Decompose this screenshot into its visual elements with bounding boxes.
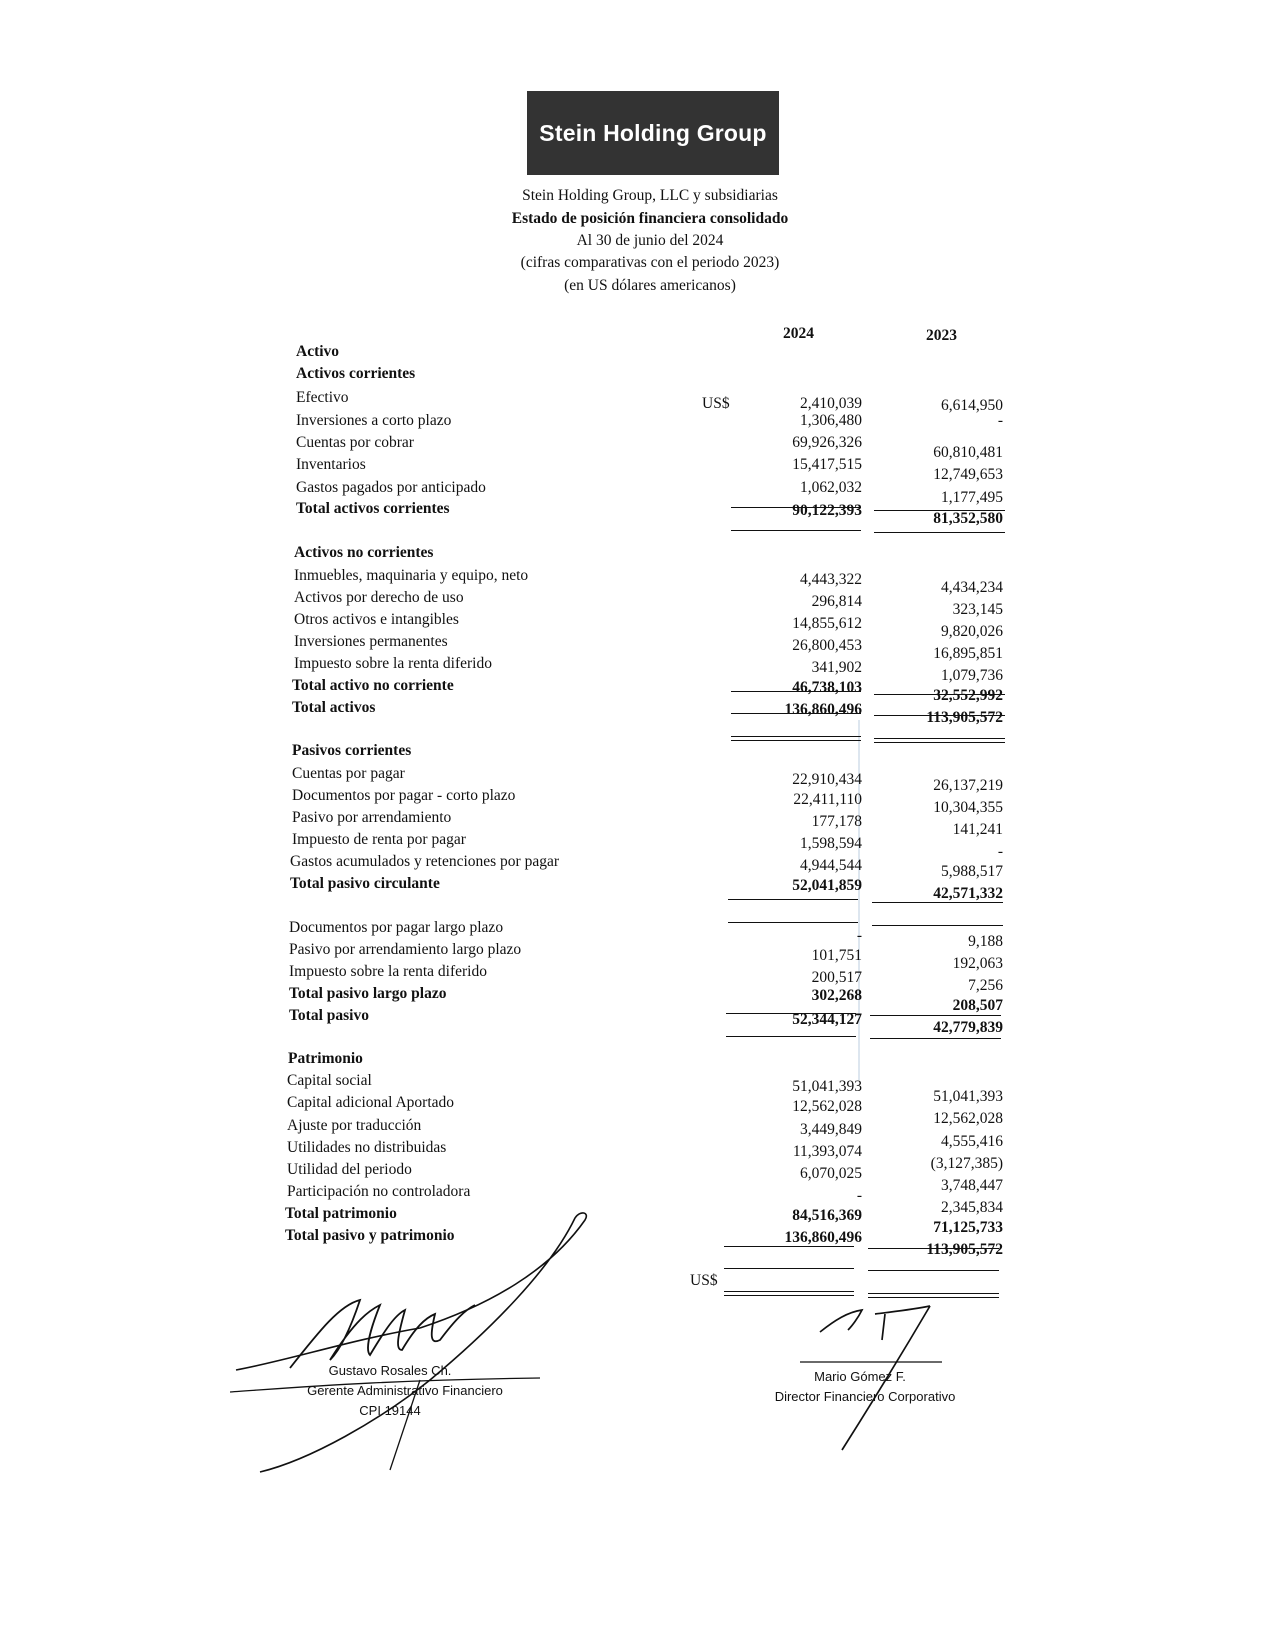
- value-2024: 177,178: [811, 813, 862, 830]
- table-row: [0, 611, 1275, 640]
- value-2023: -: [997, 843, 1003, 860]
- value-2024: 136,860,496: [784, 1229, 862, 1246]
- value-2023: 7,256: [968, 977, 1003, 994]
- table-row: [0, 831, 1275, 860]
- row-label: Activos por derecho de uso: [294, 589, 464, 606]
- table-row: [0, 787, 1275, 816]
- value-2023: 81,352,580: [933, 510, 1003, 527]
- row-label: Utilidades no distribuidas: [287, 1139, 447, 1156]
- row-label: Cuentas por pagar: [292, 765, 405, 782]
- signature-left-id: CPI 19144: [359, 1403, 421, 1418]
- currency-symbol: US$: [702, 395, 730, 412]
- table-row: [0, 544, 1275, 566]
- row-label: Activo: [296, 343, 340, 360]
- total-rule: [731, 530, 861, 531]
- value-2024: 302,268: [811, 987, 862, 1004]
- subtotal-rule: [874, 510, 1005, 511]
- value-2023: 1,177,495: [941, 489, 1003, 506]
- subtotal-rule: [731, 691, 861, 692]
- column-header-2023: 2023: [926, 327, 957, 344]
- table-row: [0, 699, 1275, 726]
- total-rule: [728, 922, 858, 923]
- table-row: [0, 809, 1275, 838]
- value-2023: 10,304,355: [933, 799, 1003, 816]
- value-2024: 15,417,515: [792, 456, 862, 473]
- statement-note: (cifras comparativas con el periodo 2023): [520, 254, 780, 271]
- row-label: Capital social: [287, 1072, 372, 1089]
- value-2023: 6,614,950: [941, 397, 1003, 414]
- table-row: [0, 985, 1275, 1014]
- currency-symbol: US$: [690, 1272, 718, 1289]
- table-row: [0, 412, 1275, 434]
- value-2024: 51,041,393: [792, 1078, 862, 1095]
- row-label: Gastos acumulados y retenciones por pagar: [290, 853, 560, 870]
- value-2024: 14,855,612: [792, 615, 862, 632]
- value-2024: 341,902: [811, 659, 862, 676]
- table-row: [0, 389, 1275, 414]
- value-2024: 2,410,039: [800, 395, 862, 412]
- value-2023: 113,905,572: [926, 1241, 1003, 1258]
- value-2024: 1,598,594: [800, 835, 862, 852]
- table-row: [0, 875, 1275, 902]
- subtotal-rule: [870, 1038, 1001, 1039]
- subtotal-rule: [870, 1015, 1001, 1016]
- row-label: Activos no corrientes: [294, 544, 434, 561]
- double-total-rule: [874, 738, 1005, 743]
- value-2024: 101,751: [811, 947, 862, 964]
- value-2023: 113,905,572: [926, 709, 1003, 726]
- value-2024: 52,344,127: [792, 1011, 862, 1028]
- table-row: [0, 434, 1275, 461]
- row-label: Total activos corrientes: [296, 500, 450, 517]
- value-2024: 4,944,544: [800, 857, 862, 874]
- row-label: Participación no controladora: [287, 1183, 471, 1200]
- value-2023: 141,241: [952, 821, 1003, 838]
- value-2023: 9,820,026: [941, 623, 1003, 640]
- table-row: [0, 1007, 1275, 1036]
- row-label: Capital adicional Aportado: [287, 1094, 455, 1111]
- row-label: Total pasivo largo plazo: [289, 985, 447, 1002]
- value-2023: 16,895,851: [933, 645, 1003, 662]
- table-row: [0, 677, 1275, 704]
- double-total-rule: [731, 736, 861, 741]
- subtotal-rule: [726, 1036, 856, 1037]
- statement-title: Estado de posición financiera consolidado: [511, 210, 789, 227]
- signature-left-name: Gustavo Rosales Ch.: [328, 1363, 452, 1378]
- value-2023: 42,571,332: [933, 885, 1003, 902]
- subtotal-rule: [868, 1248, 999, 1249]
- row-label: Documentos por pagar largo plazo: [289, 919, 504, 936]
- double-total-rule: [868, 1293, 999, 1298]
- value-2023: 51,041,393: [933, 1088, 1003, 1105]
- value-2024: 26,800,453: [792, 637, 862, 654]
- table-row: [0, 365, 1275, 387]
- table-row: [0, 742, 1275, 764]
- row-label: Ajuste por traducción: [287, 1117, 422, 1134]
- row-label: Impuesto de renta por pagar: [292, 831, 466, 848]
- value-2023: 208,507: [952, 997, 1003, 1014]
- signature-right-name: Mario Gómez F.: [814, 1369, 906, 1384]
- value-2023: 3,748,447: [941, 1177, 1003, 1194]
- row-label: Efectivo: [296, 389, 349, 406]
- value-2023: 323,145: [952, 601, 1003, 618]
- value-2023: 12,749,653: [933, 466, 1003, 483]
- row-label: Otros activos e intangibles: [294, 611, 459, 628]
- table-row: [0, 765, 1275, 794]
- row-label: Impuesto sobre la renta diferido: [289, 963, 487, 980]
- value-2023: 4,434,234: [941, 579, 1003, 596]
- table-row: [0, 655, 1275, 684]
- row-label: Pasivos corrientes: [292, 742, 412, 759]
- value-2023: -: [997, 412, 1003, 429]
- subtotal-rule: [726, 1013, 856, 1014]
- value-2024: 296,814: [811, 593, 862, 610]
- row-label: Pasivo por arrendamiento largo plazo: [289, 941, 522, 958]
- value-2024: 1,306,480: [800, 412, 862, 429]
- value-2023: 60,810,481: [933, 444, 1003, 461]
- value-2023: 26,137,219: [933, 777, 1003, 794]
- row-label: Total pasivo circulante: [290, 875, 440, 892]
- statement-date: Al 30 de junio del 2024: [576, 232, 724, 249]
- value-2023: (3,127,385): [930, 1155, 1003, 1172]
- row-label: Inventarios: [296, 456, 366, 473]
- row-label: Total patrimonio: [285, 1205, 397, 1222]
- subtotal-rule: [868, 1270, 999, 1271]
- table-row: [0, 589, 1275, 618]
- value-2024: 22,910,434: [792, 771, 862, 788]
- value-2024: 69,926,326: [792, 434, 862, 451]
- subtotal-rule: [724, 1246, 854, 1247]
- table-row: [0, 1050, 1275, 1072]
- value-2023: 5,988,517: [941, 863, 1003, 880]
- logo-text: Stein Holding Group: [539, 119, 767, 146]
- value-2024: 46,738,103: [792, 679, 862, 696]
- statement-currency: (en US dólares americanos): [564, 277, 736, 294]
- row-label: Inversiones a corto plazo: [296, 412, 452, 429]
- row-label: Pasivo por arrendamiento: [292, 809, 452, 826]
- subtotal-rule: [731, 507, 861, 508]
- table-row: [0, 343, 1275, 365]
- value-2023: 12,562,028: [933, 1110, 1003, 1127]
- row-label: Documentos por pagar - corto plazo: [292, 787, 516, 804]
- value-2024: 52,041,859: [792, 877, 862, 894]
- value-2024: 136,860,496: [784, 701, 862, 718]
- value-2024: -: [856, 927, 862, 944]
- row-label: Gastos pagados por anticipado: [296, 479, 486, 496]
- row-label: Total pasivo: [289, 1007, 369, 1024]
- value-2024: 200,517: [811, 969, 862, 986]
- value-2024: 6,070,025: [800, 1165, 862, 1182]
- row-label: Inmuebles, maquinaria y equipo, neto: [294, 567, 529, 584]
- company-name: Stein Holding Group, LLC y subsidiarias: [522, 187, 778, 204]
- value-2024: 84,516,369: [792, 1207, 862, 1224]
- value-2024: 11,393,074: [792, 1143, 862, 1160]
- value-2023: 1,079,736: [941, 667, 1003, 684]
- company-logo: [527, 91, 779, 175]
- table-row: [0, 633, 1275, 662]
- subtotal-rule: [731, 713, 861, 714]
- value-2023: 9,188: [968, 933, 1003, 950]
- value-2024: 3,449,849: [800, 1121, 862, 1138]
- value-2024: 1,062,032: [800, 479, 862, 496]
- row-label: Patrimonio: [288, 1050, 363, 1067]
- value-2023: 2,345,834: [941, 1199, 1003, 1216]
- total-rule: [872, 925, 1003, 926]
- value-2024: -: [856, 1187, 862, 1204]
- row-label: Total pasivo y patrimonio: [285, 1227, 455, 1244]
- value-2024: 12,562,028: [792, 1098, 862, 1115]
- value-2024: 90,122,393: [792, 502, 862, 519]
- row-label: Utilidad del periodo: [287, 1161, 412, 1178]
- value-2023: 192,063: [952, 955, 1003, 972]
- row-label: Inversiones permanentes: [294, 633, 448, 650]
- row-label: Impuesto sobre la renta diferido: [294, 655, 492, 672]
- table-row: [0, 456, 1275, 483]
- value-2024: 22,411,110: [793, 791, 862, 808]
- table-row: [0, 567, 1275, 596]
- table-row: [0, 853, 1275, 880]
- row-label: Total activo no corriente: [292, 677, 454, 694]
- value-2023: 4,555,416: [941, 1133, 1003, 1150]
- signature-left-graphic: [230, 1210, 650, 1480]
- table-row: [0, 500, 1275, 527]
- subtotal-rule: [724, 1268, 854, 1269]
- subtotal-rule: [728, 899, 858, 900]
- table-row: [0, 479, 1275, 506]
- subtotal-rule: [874, 715, 1005, 716]
- double-total-rule: [724, 1291, 854, 1296]
- total-rule: [874, 532, 1005, 533]
- signature-right-title: Director Financiero Corporativo: [774, 1389, 956, 1404]
- row-label: Activos corrientes: [296, 365, 416, 382]
- column-header-2024: 2024: [783, 325, 814, 342]
- value-2023: 71,125,733: [933, 1219, 1003, 1236]
- value-2023: 42,779,839: [933, 1019, 1003, 1036]
- subtotal-rule: [874, 694, 1005, 695]
- value-2024: 4,443,322: [800, 571, 862, 588]
- signature-left-title: Gerente Administrativo Financiero: [307, 1383, 503, 1398]
- subtotal-rule: [872, 902, 1003, 903]
- row-label: Cuentas por cobrar: [296, 434, 414, 451]
- value-2023: 32,552,992: [933, 687, 1003, 704]
- row-label: Total activos: [292, 699, 376, 716]
